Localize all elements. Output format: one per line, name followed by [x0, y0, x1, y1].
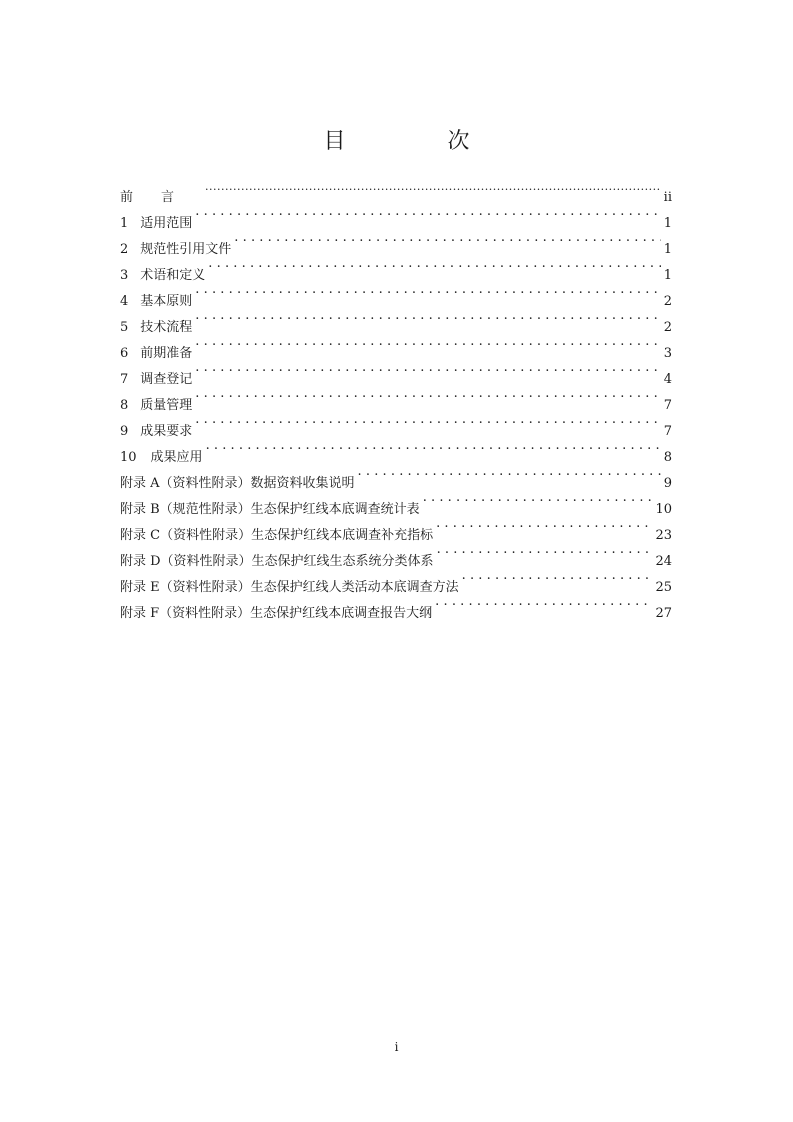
toc-entry[interactable] — [120, 279, 672, 309]
toc-entry-foreword[interactable] — [120, 175, 672, 205]
toc-entry-page: 23 — [655, 528, 672, 543]
toc-entry-number: 3 — [120, 268, 129, 283]
toc-entry-label: 前期准备 — [140, 346, 193, 361]
toc-entry-label: 成果应用 — [150, 450, 203, 465]
toc-entry-label: 质量管理 — [140, 398, 193, 413]
toc-entry-page: 4 — [663, 372, 672, 387]
toc-leader-dots — [195, 409, 660, 435]
toc-entry-label: 技术流程 — [140, 320, 193, 335]
toc-leader-dots — [462, 565, 653, 591]
toc-leader-dots — [195, 201, 660, 227]
toc-leader-dots — [437, 539, 653, 565]
page-title: 目 次 — [323, 129, 510, 154]
toc-entry-page: 1 — [663, 242, 672, 257]
toc-leader-dots — [195, 305, 660, 331]
toc-entry-page: 10 — [655, 502, 672, 517]
toc-entry-number: 7 — [120, 372, 129, 387]
toc-entry[interactable] — [120, 305, 672, 335]
toc-entry-page: 24 — [655, 554, 672, 569]
toc-entry-page: 7 — [663, 398, 672, 413]
toc-entry-number: 8 — [120, 398, 129, 413]
toc-entry[interactable] — [120, 201, 672, 231]
toc-entry-number: 6 — [120, 346, 129, 361]
page-number-footer: i — [394, 1040, 399, 1054]
toc-entry-label: 附录 B（规范性附录）生态保护红线本底调查统计表 — [120, 502, 420, 517]
toc-entry-label: 调查登记 — [140, 372, 193, 387]
toc-entry[interactable] — [120, 331, 672, 361]
toc-entry-page: 1 — [663, 216, 672, 231]
toc-entry-label: 附录 A（资料性附录）数据资料收集说明 — [120, 476, 355, 491]
toc-entry-page: 8 — [663, 450, 672, 465]
toc-leader-dots — [436, 513, 652, 539]
toc-entry-page: ii — [663, 190, 672, 205]
toc-entry-number: 1 — [120, 216, 129, 231]
toc-leader-dots — [206, 435, 661, 461]
toc-entry[interactable] — [120, 383, 672, 413]
toc-entry-number: 4 — [120, 294, 129, 309]
toc-entry-label: 适用范围 — [140, 216, 193, 231]
toc-entry-page: 7 — [663, 424, 672, 439]
toc-entry-label: 前言 — [120, 190, 203, 205]
toc-entry-page: 3 — [663, 346, 672, 361]
table-of-contents — [120, 175, 672, 621]
toc-leader-dots — [205, 175, 661, 201]
toc-leader-dots — [195, 279, 660, 305]
toc-entry-number: 5 — [120, 320, 129, 335]
toc-leader-dots — [195, 331, 660, 357]
toc-entry-label: 附录 C（资料性附录）生态保护红线本底调查补充指标 — [120, 528, 434, 543]
toc-entry-page: 2 — [663, 294, 672, 309]
toc-entry-page: 2 — [663, 320, 672, 335]
toc-entry-page: 1 — [663, 268, 672, 283]
toc-entry[interactable] — [120, 435, 672, 465]
toc-entry[interactable] — [120, 227, 672, 257]
toc-leader-dots — [195, 383, 660, 409]
toc-leader-dots — [208, 253, 660, 279]
toc-entry-page: 9 — [663, 476, 672, 491]
toc-entry-page: 27 — [655, 606, 672, 621]
toc-entry-label: 规范性引用文件 — [140, 242, 232, 257]
toc-entry-label: 附录 F（资料性附录）生态保护红线本底调查报告大纲 — [120, 606, 433, 621]
toc-entry[interactable] — [120, 357, 672, 387]
toc-entry-number: 9 — [120, 424, 129, 439]
toc-leader-dots — [234, 227, 660, 253]
toc-leader-dots — [435, 591, 652, 617]
toc-entry-number: 2 — [120, 242, 129, 257]
toc-entry-label: 成果要求 — [140, 424, 193, 439]
toc-entry-label: 附录 E（资料性附录）生态保护红线人类活动本底调查方法 — [120, 580, 459, 595]
toc-leader-dots — [195, 357, 660, 383]
toc-entry-label: 附录 D（资料性附录）生态保护红线生态系统分类体系 — [120, 554, 434, 569]
toc-entry-number: 10 — [120, 450, 137, 465]
toc-entry-label: 基本原则 — [140, 294, 193, 309]
toc-entry-label: 术语和定义 — [140, 268, 206, 283]
toc-leader-dots — [358, 461, 661, 487]
toc-entry[interactable] — [120, 409, 672, 439]
toc-leader-dots — [423, 487, 653, 513]
toc-entry-page: 25 — [655, 580, 672, 595]
